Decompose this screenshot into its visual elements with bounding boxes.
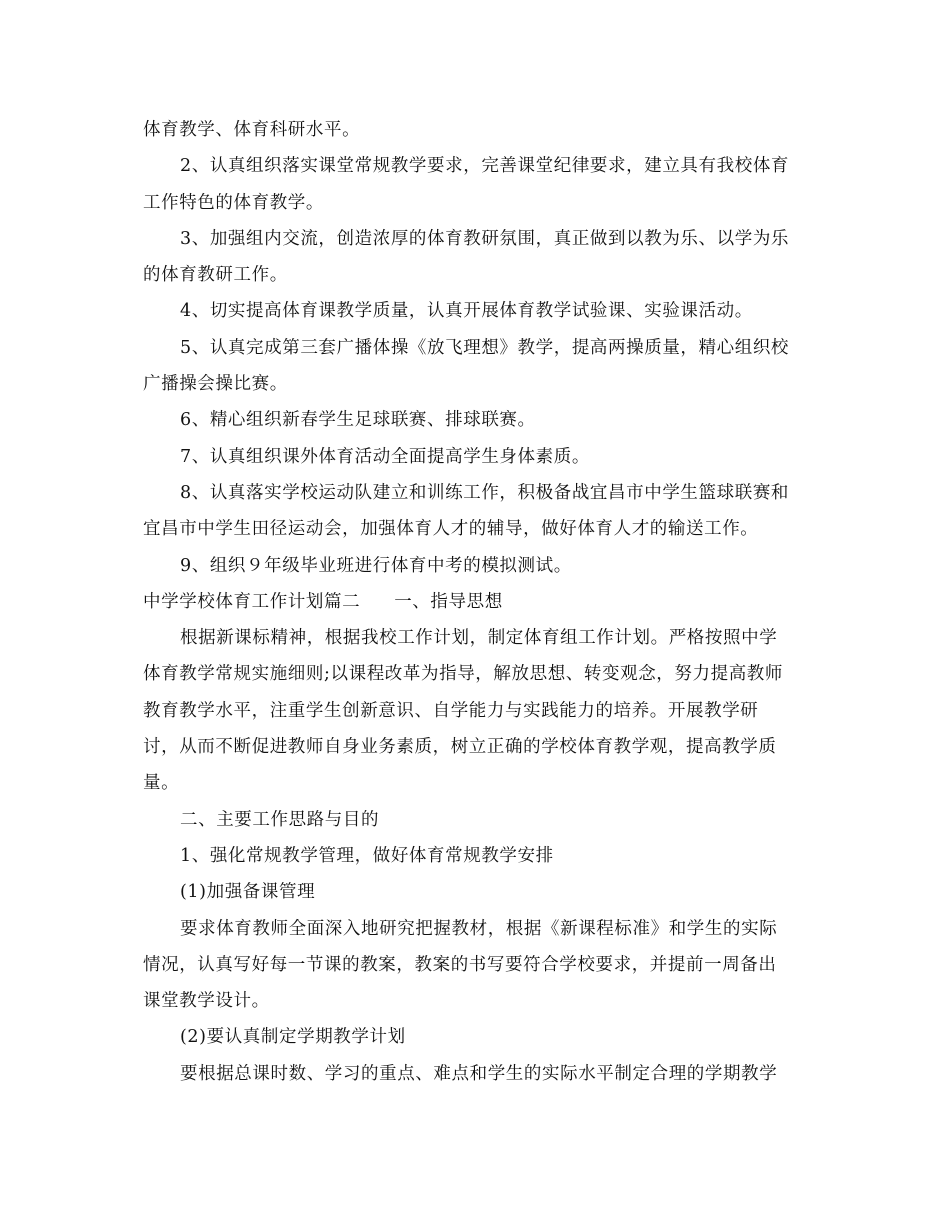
section-title: 中学学校体育工作计划篇二: [143, 591, 361, 612]
paragraph-line: 讨，从而不断促进教师自身业务素质，树立正确的学校体育教学观，提高教学质: [143, 737, 777, 758]
paragraph-line: 广播操会操比赛。: [143, 374, 288, 395]
subheading: 二、主要工作思路与目的: [180, 809, 380, 830]
paragraph-line: 2、认真组织落实课堂常规教学要求，完善课堂纪律要求，建立具有我校体育: [180, 156, 790, 177]
paragraph-line: 3、加强组内交流，创造浓厚的体育教研氛围，真正做到以教为乐、以学为乐: [180, 228, 790, 249]
paragraph-line: 课堂教学设计。: [143, 991, 270, 1012]
subheading: (1)加强备课管理: [180, 882, 316, 903]
section-subheading: 一、指导思想: [394, 591, 503, 612]
paragraph-line: 工作特色的体育教学。: [143, 192, 324, 213]
paragraph-line: 体育教学常规实施细则;以课程改革为指导，解放思想、转变观念，努力提高教师: [143, 664, 783, 685]
paragraph-line: 宜昌市中学生田径运动会，加强体育人才的辅导，做好体育人才的输送工作。: [143, 519, 759, 540]
subheading: 1、强化常规教学管理，做好体育常规教学安排: [180, 845, 554, 866]
paragraph-line: 9、组织９年级毕业班进行体育中考的模拟测试。: [180, 555, 572, 576]
paragraph-line: 量。: [143, 773, 180, 794]
paragraph-line: 8、认真落实学校运动队建立和训练工作，积极备战宜昌市中学生篮球联赛和: [180, 482, 790, 503]
paragraph-line: 6、精心组织新春学生足球联赛、排球联赛。: [180, 410, 536, 431]
paragraph-line: 情况，认真写好每一节课的教案，教案的书写要符合学校要求，并提前一周备出: [143, 954, 777, 975]
document-body: [143, 112, 807, 1092]
paragraph-line: 教育教学水平，注重学生创新意识、自学能力与实践能力的培养。开展教学研: [143, 700, 759, 721]
paragraph-line: 4、切实提高体育课教学质量，认真开展体育教学试验课、实验课活动。: [180, 301, 753, 322]
paragraph-line: 根据新课标精神，根据我校工作计划，制定体育组工作计划。严格按照中学: [180, 628, 778, 649]
paragraph-line: 7、认真组织课外体育活动全面提高学生身体素质。: [180, 446, 590, 467]
paragraph-line: 体育教学、体育科研水平。: [143, 120, 361, 140]
paragraph-line: 要根据总课时数、学习的重点、难点和学生的实际水平制定合理的学期教学: [180, 1063, 778, 1084]
subheading: (2)要认真制定学期教学计划: [180, 1027, 406, 1048]
paragraph-line: 要求体育教师全面深入地研究把握教材，根据《新课程标准》和学生的实际: [180, 918, 778, 939]
section-heading-row: [143, 584, 807, 620]
paragraph-line: 5、认真完成第三套广播体操《放飞理想》教学，提高两操质量，精心组织校: [180, 337, 790, 358]
paragraph-line: 的体育教研工作。: [143, 265, 288, 286]
